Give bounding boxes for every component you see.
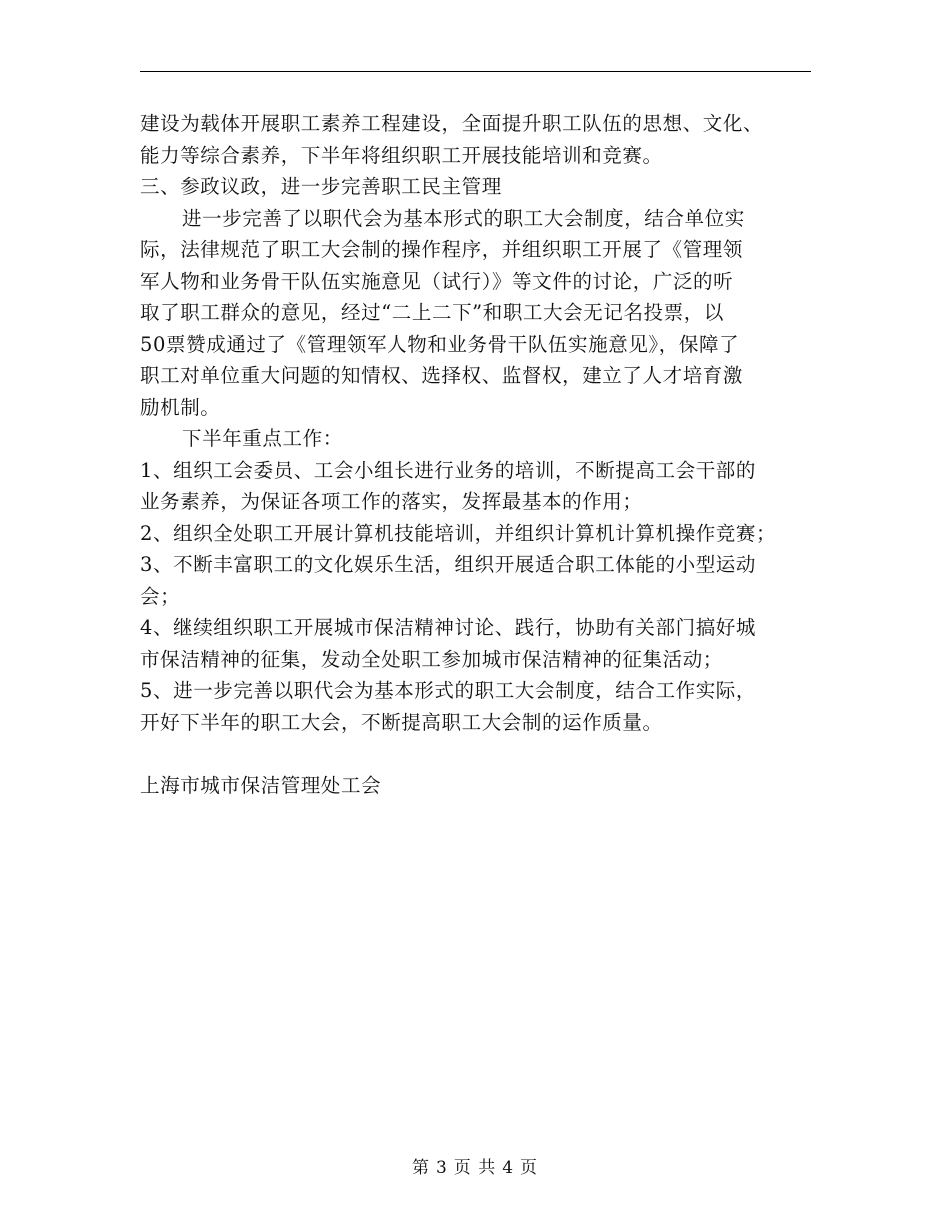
subheading: 下半年重点工作： <box>182 427 343 450</box>
blank-line <box>140 738 820 770</box>
footer-suffix: 页 <box>520 1158 539 1178</box>
page-number: 3 <box>435 1158 448 1178</box>
text-line: 建设为载体开展职工素养工程建设，全面提升职工队伍的思想、文化、 <box>140 112 764 135</box>
list-item: 3、不断丰富职工的文化娱乐生活，组织开展适合职工体能的小型运动 <box>140 553 757 576</box>
text-line: 能力等综合素养，下半年将组织职工开展技能培训和竞赛。 <box>140 143 663 167</box>
text-line: 励机制。 <box>140 395 221 419</box>
page-footer <box>0 1153 950 1178</box>
document-body <box>140 108 820 801</box>
list-item-continued: 会； <box>140 584 181 608</box>
text-line: 军人物和业务骨干队伍实施意见（试行）》等文件的讨论，广泛的听 <box>140 269 734 293</box>
text-line: 际，法律规范了职工大会制的操作程序，并组织职工开展了《管理领 <box>140 238 744 261</box>
list-item-continued: 业务素养，为保证各项工作的落实，发挥最基本的作用； <box>140 490 643 513</box>
list-item: 4、继续组织职工开展城市保洁精神讨论、践行，协助有关部门搞好城 <box>140 616 757 639</box>
list-item-continued: 开好下半年的职工大会，不断提高职工大会制的运作质量。 <box>140 710 663 734</box>
list-item-continued: 市保洁精神的征集，发动全处职工参加城市保洁精神的征集活动； <box>140 647 723 671</box>
list-item: 2、组织全处职工开展计算机技能培训，并组织计算机计算机操作竞赛； <box>140 521 777 545</box>
signature: 上海市城市保洁管理处工会 <box>140 773 382 797</box>
header-rule <box>140 71 811 72</box>
section-heading: 三、参政议政，进一步完善职工民主管理 <box>140 175 502 198</box>
text-line: 职工对单位重大问题的知情权、选择权、监督权，建立了人才培育激 <box>140 364 744 387</box>
text-line: 50票赞成通过了《管理领军人物和业务骨干队伍实施意见》，保障了 <box>140 332 740 356</box>
page-total: 4 <box>502 1158 515 1178</box>
footer-middle: 页 共 <box>453 1158 497 1178</box>
list-item: 1、组织工会委员、工会小组长进行业务的培训，不断提高工会干部的 <box>140 458 757 482</box>
list-item: 5、进一步完善以职代会为基本形式的职工大会制度，结合工作实际， <box>140 679 757 702</box>
footer-prefix: 第 <box>411 1158 430 1178</box>
text-line: 取了职工群众的意见，经过“二上二下”和职工大会无记名投票，以 <box>140 301 724 324</box>
paragraph-start: 进一步完善了以职代会为基本形式的职工大会制度，结合单位实 <box>182 206 745 230</box>
